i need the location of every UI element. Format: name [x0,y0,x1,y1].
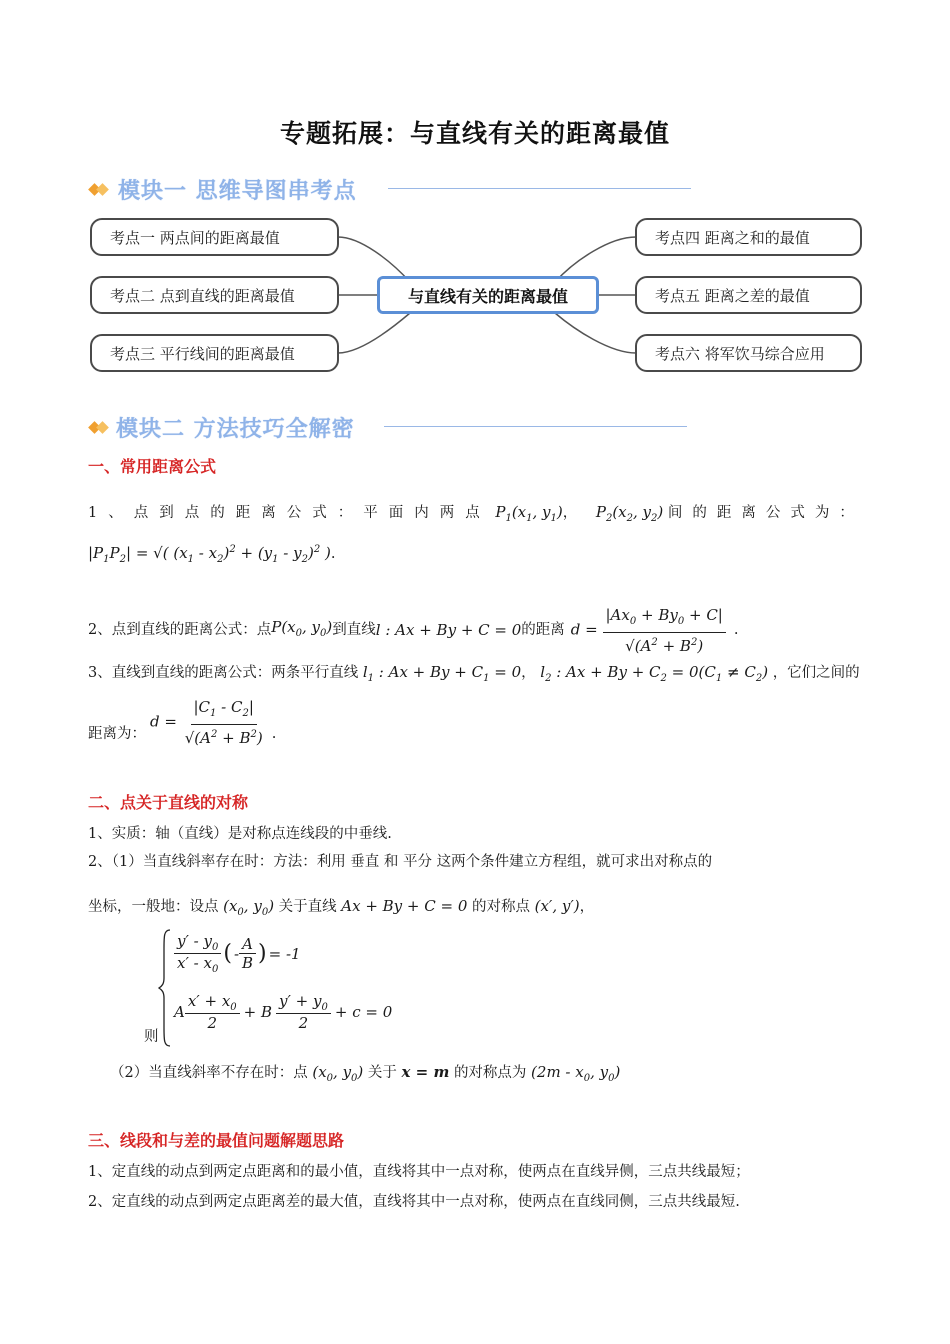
formula-p2: $P_2(x_2$, $y_2$) [595,503,664,524]
s1-item2-mid1: 到直线 [332,622,376,638]
s1-item3-prefix: 3、直线到直线的距离公式：两条平行直线 [88,665,359,681]
s2-item3 [110,1062,620,1089]
formula-point-p0: $P(x_0$, $y_0$) [271,617,333,639]
formula-line-l1: $l_1$ : $Ax + By + C_1 = 0$ [362,663,522,684]
mindmap-node-point1: 考点一 两点间的距离最值 [90,218,339,256]
s1-item1-line1 [88,502,864,529]
formula-point-x0y0: ($x_0$, $y_0$) [223,897,275,918]
s1-item3-end: . [271,726,277,742]
s2-item2-line1: 2、（1）当直线斜率存在时：方法：利用 垂直 和 平分 这两个条件建立方程组，就可求出对称点的 [88,854,713,870]
s1-item1-suffix: 间的距离公式为： [667,505,864,521]
s2-item1: 1、实质：轴（直线）是对称点连线段的中垂线. [88,826,392,842]
s1-item1-mid: ， [562,505,578,521]
module2-diamond-icon [90,418,110,438]
mindmap-node-point5: 考点五 距离之差的最值 [635,276,862,314]
s1-item2 [88,605,739,655]
mindmap-center-node: 与直线有关的距离最值 [377,276,599,314]
s1-item1-prefix: 1、点到点的距离公式：平面内两点 [88,505,491,521]
formula-point-prime: (x′, y′) [534,897,580,915]
s3-item1: 1、定直线的动点到两定点距离和的最小值，直线将其中一点对称，使两点在直线异侧，三点共线最短； [88,1164,750,1180]
s1-item2-end: . [733,622,739,638]
module2-heading: 模块二 方法技巧全解密 [116,417,355,442]
s1-item3-line2-label: 距离为： [88,726,146,742]
s2-item2-line2 [88,896,594,923]
formula-p1: $P_1(x_1$, $y_1$) [495,503,563,524]
formula-reflected-point: ($2m - x_0$, $y_0$) [531,1063,621,1084]
module1-divider [388,188,691,189]
system-brace [158,928,172,1048]
module1-heading: 模块一 思维导图串考点 [118,179,357,204]
s1-item3-sep: ， [521,665,536,681]
formula-line-general: Ax + By + C = 0 [341,897,468,915]
formula-line-l: l : Ax + By + C = 0 [375,621,522,639]
system-eq1: $\frac{y' - y_0}{x' - x_0}$ ( - $\frac{A}{B}$ ) = -1 [174,932,301,975]
page-title: 专题拓展：与直线有关的距离最值 [279,119,670,148]
section3-heading: 三、线段和与差的最值问题解题思路 [88,1131,345,1150]
s2-item2-end: ， [579,899,595,915]
formula-point-line-distance: d = $\frac{|Ax_0 + By_0 + C|}{√(A^2 + B^2)}$ [571,605,726,656]
s2-item2-prefix: 坐标，一般地：设点 [88,899,219,915]
s2-item2-mid1: 关于直线 [278,899,337,915]
section1-heading: 一、常用距离公式 [88,457,217,476]
mindmap-node-point3: 考点三 平行线间的距离最值 [90,334,339,372]
formula-parallel-distance: d = $\frac{|C_1 - C_2|}{√(A^2 + B^2)}$ [150,697,263,747]
s3-item2: 2、定直线的动点到两定点距离差的最大值，直线将其中一点对称，使两点在直线同侧，三点共线最短. [88,1194,740,1210]
s2-then-label [144,1026,159,1047]
s2-item2-mid2: 的对称点 [472,899,530,915]
s1-item1-line2 [88,540,335,570]
s2-item3-mid2: 的对称点为 [453,1065,527,1081]
formula-point-x0y0-b: ($x_0$, $y_0$) [312,1063,364,1084]
module2-divider [384,426,687,427]
system-eq2: A $\frac{x' + x_0}{2}$ + B $\frac{y' + y_0}{2}$ + c = 0 [174,992,393,1032]
mindmap-node-point2: 考点二 点到直线的距离最值 [90,276,339,314]
s1-item2-prefix: 2、点到直线的距离公式：点 [88,622,272,638]
s1-item1-end: . [330,546,336,562]
s2-then-text: 则 [144,1029,159,1045]
s2-item3-prefix: （2）当直线斜率不存在时：点 [110,1065,308,1081]
s1-item3-suffix: ，它们之间的 [772,665,860,681]
section2-heading: 二、点关于直线的对称 [88,793,249,812]
s1-item3-line2 [88,697,277,747]
formula-line-l2: $l_2$ : $Ax + By + C_2 = 0(C_1 \ne C_2)$ [540,663,769,684]
formula-two-point-distance: $|P_1P_2|$ = √( $(x_1 - x_2)^2 + (y_1 - y_2)^2$ ) [88,544,331,565]
mindmap-node-point4: 考点四 距离之和的最值 [635,218,862,256]
s1-item3-line1 [88,662,860,689]
module1-diamond-icon [90,180,110,200]
s2-item3-mid1: 关于 [367,1065,397,1081]
mindmap-node-point6: 考点六 将军饮马综合应用 [635,334,862,372]
s1-item2-mid2: 的距离 [521,622,565,638]
formula-x-eq-m: x = m [401,1063,450,1081]
